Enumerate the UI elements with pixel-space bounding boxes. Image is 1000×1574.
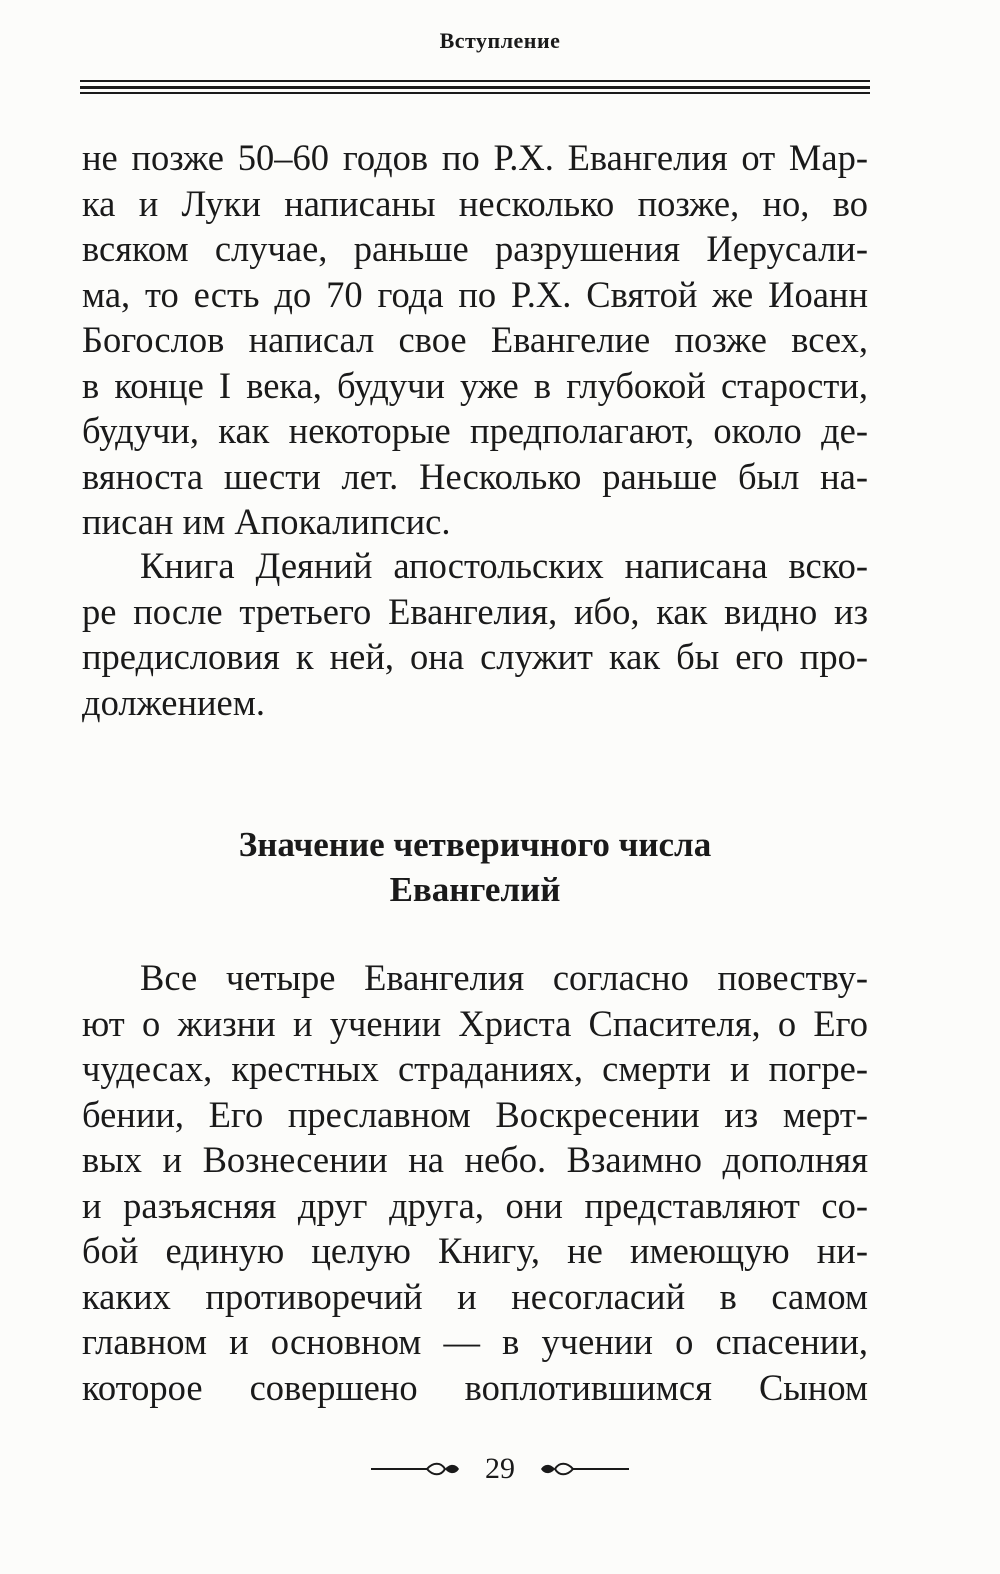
text-line-indented: Все четыре Евангелия согласно повеству- — [140, 957, 868, 998]
text-line: ма, то есть до 70 года по Р.Х. Святой же Иоанн — [82, 273, 868, 315]
text-line: ют о жизни и учении Христа Спасителя, о Его — [82, 1002, 868, 1044]
text-line: ка и Луки написаны несколько позже, но, во — [82, 182, 868, 224]
text-line: и разъясняя друг друга, они представляют со- — [82, 1184, 868, 1226]
text-line: будучи, как некоторые предполагают, около де- — [82, 410, 868, 451]
heading-line: Значение четверичного числа — [238, 825, 712, 864]
heading-line: Евангелий — [389, 870, 561, 909]
text-line: бении, Его преславном Воскресении из мерт- — [82, 1093, 868, 1135]
text-line: в конце I века, будучи уже в глубокой старости, — [82, 364, 868, 406]
running-head: Вступление — [439, 28, 561, 53]
text-line-last: писан им Апокалипсис. — [82, 501, 451, 542]
text-line-indented: Книга Деяний апостольских написана вско- — [140, 545, 868, 586]
page-footer — [0, 1452, 1000, 1486]
right-ornament-icon — [535, 1459, 635, 1479]
text-line: всяком случае, раньше разрушения Иерусали- — [82, 228, 868, 269]
text-line: каких противоречий и несогласий в самом — [82, 1275, 868, 1317]
paragraph-continued — [82, 135, 868, 545]
text-line: вяноста шести лет. Несколько раньше был на- — [82, 455, 868, 497]
text-line-last: должением. — [82, 681, 265, 723]
paragraph-four-gospels — [82, 955, 868, 1410]
page-number: 29 — [485, 1452, 515, 1485]
text-line: вых и Вознесении на небо. Взаимно дополняя — [82, 1139, 868, 1180]
text-line: предисловия к ней, она служит как бы его про- — [82, 636, 868, 677]
left-ornament-icon — [365, 1459, 465, 1479]
section-heading — [80, 822, 870, 912]
text-line: Богослов написал свое Евангелие позже всех, — [82, 319, 868, 360]
text-line: бой единую целую Книгу, не имеющую ни- — [82, 1230, 868, 1271]
text-line: ре после третьего Евангелия, ибо, как видно из — [82, 590, 868, 632]
text-line: чудесах, крестных страданиях, смерти и погре- — [82, 1048, 868, 1089]
text-line: которое совершено воплотившимся Сыном — [82, 1366, 868, 1408]
header-rule-thick — [80, 86, 870, 89]
header-rule-thin-bottom — [80, 92, 870, 94]
text-line: не позже 50–60 годов по Р.Х. Евангелия от Мар- — [82, 137, 868, 178]
text-line: главном и основном — в учении о спасении, — [82, 1321, 868, 1362]
header-rule-thin-top — [80, 80, 870, 82]
paragraph-acts — [82, 543, 868, 725]
